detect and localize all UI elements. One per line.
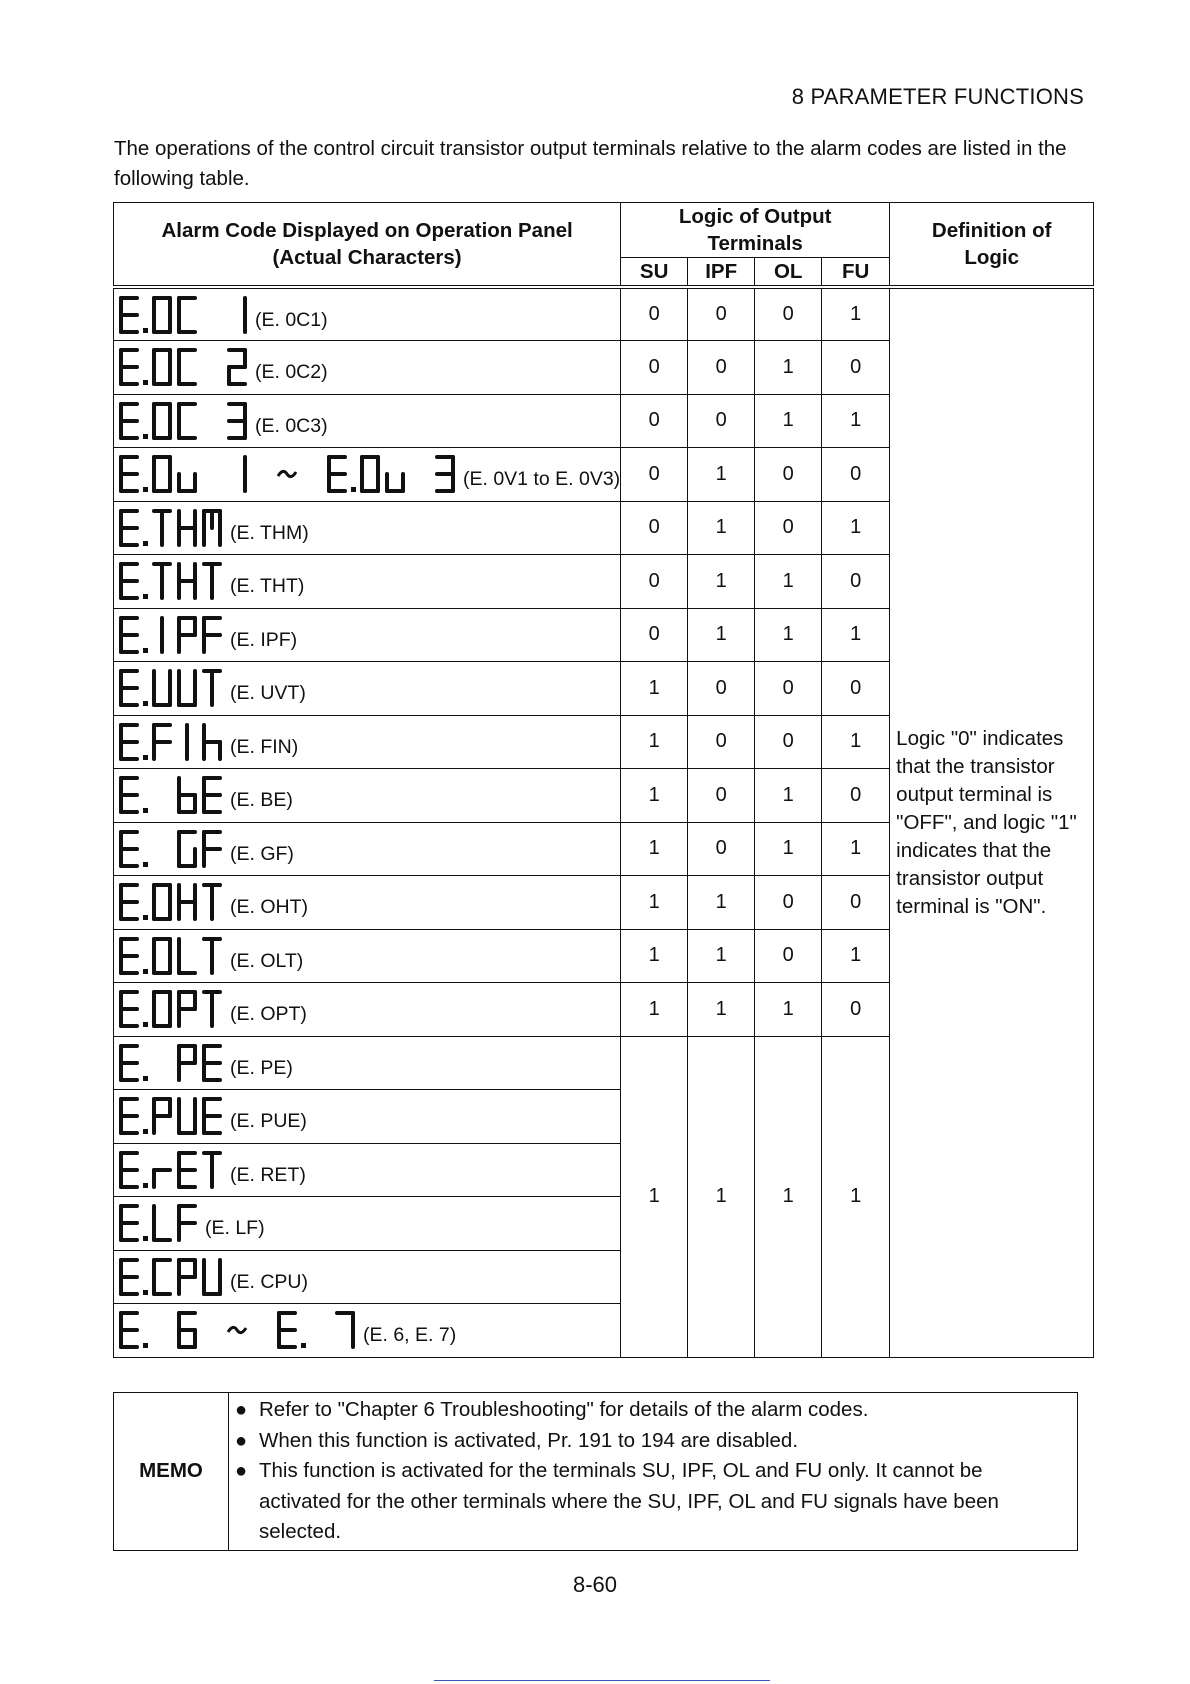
logic-value-ipf: 0 xyxy=(688,769,755,823)
logic-value-su: 1 xyxy=(621,929,688,983)
logic-value-ipf: 0 xyxy=(688,662,755,716)
header-logic: Logic of Output Terminals xyxy=(621,203,890,258)
logic-value-su: 0 xyxy=(621,448,688,502)
logic-value-su: 0 xyxy=(621,555,688,609)
logic-value-ipf: 1 xyxy=(688,608,755,662)
header-definition: Definition of Logic xyxy=(890,203,1094,288)
alarm-code-label: (E. RET) xyxy=(230,1163,306,1186)
lcd-alarm-display xyxy=(118,454,459,494)
lcd-alarm-display xyxy=(118,401,251,441)
bottom-rule xyxy=(434,1680,770,1681)
logic-value-ol: 0 xyxy=(755,876,822,930)
header-ipf: IPF xyxy=(688,258,755,288)
logic-value-ipf: 0 xyxy=(688,394,755,448)
alarm-code-cell xyxy=(114,929,621,983)
bullet-icon: ● xyxy=(235,1399,248,1421)
logic-value-ol: 1 xyxy=(755,983,822,1037)
bullet-icon: ● xyxy=(235,1429,248,1452)
logic-value-fu: 1 xyxy=(822,501,890,555)
logic-value-su: 1 xyxy=(621,1036,688,1357)
header-alarm-code: Alarm Code Displayed on Operation Panel (Actual Characters) xyxy=(114,203,621,288)
alarm-code-label: (E. OPT) xyxy=(230,1003,307,1026)
alarm-code-cell xyxy=(114,501,621,555)
alarm-code-label: (E. UVT) xyxy=(230,682,306,705)
alarm-code-cell xyxy=(114,555,621,609)
alarm-code-label: (E. GF) xyxy=(230,842,294,865)
logic-value-fu: 0 xyxy=(822,555,890,609)
logic-value-su: 1 xyxy=(621,822,688,876)
logic-value-fu: 1 xyxy=(822,608,890,662)
logic-value-ol: 0 xyxy=(755,501,822,555)
logic-value-ol: 0 xyxy=(755,929,822,983)
logic-value-su: 0 xyxy=(621,287,688,341)
alarm-code-cell xyxy=(114,662,621,716)
alarm-code-label: (E. FIN) xyxy=(230,735,299,758)
logic-value-fu: 0 xyxy=(822,769,890,823)
lcd-alarm-display xyxy=(118,882,226,922)
lcd-alarm-display xyxy=(118,1203,201,1243)
logic-value-fu: 0 xyxy=(822,341,890,395)
alarm-code-cell xyxy=(114,1143,621,1197)
alarm-code-label: (E. 6, E. 7) xyxy=(363,1324,457,1347)
logic-value-fu: 1 xyxy=(822,394,890,448)
logic-value-su: 0 xyxy=(621,608,688,662)
logic-value-ipf: 1 xyxy=(688,448,755,502)
alarm-code-label: (E. THM) xyxy=(230,521,309,544)
lcd-alarm-display xyxy=(118,829,226,869)
page-number: 8-60 xyxy=(572,1572,618,1597)
alarm-code-label: (E. 0C1) xyxy=(255,308,328,331)
header-fu: FU xyxy=(822,258,890,288)
intro-paragraph: The operations of the control circuit transistor output terminals relative to the alarm codes are listed in the following table. xyxy=(114,137,1067,190)
alarm-logic-table xyxy=(113,202,1094,1358)
alarm-code-cell xyxy=(114,983,621,1037)
lcd-alarm-display xyxy=(118,668,226,708)
alarm-code-cell xyxy=(114,608,621,662)
header-ol: OL xyxy=(755,258,822,288)
alarm-code-cell xyxy=(114,287,621,341)
lcd-alarm-display xyxy=(118,1257,226,1297)
alarm-code-cell xyxy=(114,715,621,769)
logic-value-fu: 0 xyxy=(822,662,890,716)
alarm-code-cell xyxy=(114,1090,621,1144)
alarm-code-label: (E. LF) xyxy=(205,1217,265,1240)
logic-value-fu: 1 xyxy=(822,715,890,769)
header-su: SU xyxy=(621,258,688,288)
alarm-code-cell xyxy=(114,448,621,502)
alarm-code-label: (E. THT) xyxy=(230,575,305,598)
logic-value-ipf: 0 xyxy=(688,822,755,876)
memo-bullet: ● When this function is activated, Pr. 191 to 194 are disabled. xyxy=(235,1426,1067,1457)
lcd-alarm-display xyxy=(118,722,226,762)
logic-value-fu: 0 xyxy=(822,876,890,930)
logic-value-su: 1 xyxy=(621,983,688,1037)
logic-value-su: 1 xyxy=(621,662,688,716)
logic-value-ol: 1 xyxy=(755,555,822,609)
alarm-code-label: (E. PUE) xyxy=(230,1110,307,1133)
alarm-code-label: (E. 0C3) xyxy=(255,414,328,437)
table-row xyxy=(114,287,1094,341)
lcd-alarm-display xyxy=(118,347,251,387)
logic-value-su: 0 xyxy=(621,394,688,448)
lcd-alarm-display xyxy=(118,775,226,815)
logic-value-su: 1 xyxy=(621,876,688,930)
alarm-code-cell xyxy=(114,1036,621,1090)
logic-value-ipf: 1 xyxy=(688,983,755,1037)
lcd-alarm-display xyxy=(118,295,251,335)
logic-value-su: 1 xyxy=(621,715,688,769)
logic-value-su: 0 xyxy=(621,501,688,555)
logic-definition: Logic "0" indicates that the transistor output terminal is "OFF", and logic "1" indicates that the transistor output terminal is "ON". xyxy=(890,287,1094,1357)
alarm-code-cell xyxy=(114,1250,621,1304)
logic-value-ipf: 0 xyxy=(688,341,755,395)
logic-value-ipf: 1 xyxy=(688,876,755,930)
memo-box xyxy=(113,1392,1078,1551)
logic-value-ol: 1 xyxy=(755,1036,822,1357)
memo-bullet: ● This function is activated for the terminals SU, IPF, OL and FU only. It cannot be activated for the other terminals where the SU, IPF, OL and FU signals have been selected. xyxy=(235,1456,1067,1548)
logic-value-ipf: 1 xyxy=(688,1036,755,1357)
alarm-code-label: (E. 0V1 to E. 0V3) xyxy=(463,468,621,491)
logic-value-ol: 0 xyxy=(755,662,822,716)
alarm-code-label: (E. OLT) xyxy=(230,949,304,972)
logic-value-ipf: 0 xyxy=(688,715,755,769)
logic-value-su: 1 xyxy=(621,769,688,823)
alarm-code-label: (E. BE) xyxy=(230,789,293,812)
lcd-alarm-display xyxy=(118,1096,226,1136)
chapter-header: 8 PARAMETER FUNCTIONS xyxy=(791,84,1084,109)
bullet-icon: ● xyxy=(235,1460,248,1482)
alarm-code-label: (E. 0C2) xyxy=(255,361,328,384)
lcd-alarm-display xyxy=(118,561,226,601)
alarm-code-label: (E. CPU) xyxy=(230,1270,308,1293)
lcd-alarm-display xyxy=(118,508,226,548)
logic-value-ipf: 0 xyxy=(688,287,755,341)
logic-value-fu: 1 xyxy=(822,287,890,341)
logic-value-ol: 0 xyxy=(755,287,822,341)
logic-value-fu: 0 xyxy=(822,983,890,1037)
lcd-alarm-display xyxy=(118,1043,226,1083)
alarm-code-cell xyxy=(114,1197,621,1251)
alarm-code-cell xyxy=(114,822,621,876)
logic-value-fu: 1 xyxy=(822,822,890,876)
logic-value-ol: 1 xyxy=(755,608,822,662)
logic-value-fu: 1 xyxy=(822,929,890,983)
logic-value-ol: 1 xyxy=(755,341,822,395)
logic-value-fu: 0 xyxy=(822,448,890,502)
alarm-code-cell xyxy=(114,394,621,448)
logic-value-ipf: 1 xyxy=(688,501,755,555)
alarm-code-cell xyxy=(114,876,621,930)
memo-label: MEMO xyxy=(114,1393,229,1551)
logic-value-ol: 1 xyxy=(755,394,822,448)
lcd-alarm-display xyxy=(118,989,226,1029)
logic-value-ipf: 1 xyxy=(688,929,755,983)
lcd-alarm-display xyxy=(118,1150,226,1190)
logic-value-ol: 1 xyxy=(755,769,822,823)
alarm-code-label: (E. PE) xyxy=(230,1056,293,1079)
alarm-code-cell xyxy=(114,1304,621,1358)
logic-value-fu: 1 xyxy=(822,1036,890,1357)
logic-value-ol: 0 xyxy=(755,715,822,769)
lcd-alarm-display xyxy=(118,1310,359,1350)
alarm-code-label: (E. IPF) xyxy=(230,628,298,651)
logic-value-ol: 1 xyxy=(755,822,822,876)
logic-value-su: 0 xyxy=(621,341,688,395)
logic-value-ipf: 1 xyxy=(688,555,755,609)
lcd-alarm-display xyxy=(118,615,226,655)
alarm-code-label: (E. OHT) xyxy=(230,896,308,919)
lcd-alarm-display xyxy=(118,936,226,976)
memo-bullet: ● Refer to "Chapter 6 Troubleshooting" for details of the alarm codes. xyxy=(235,1395,1067,1426)
memo-body xyxy=(229,1393,1078,1551)
alarm-code-cell xyxy=(114,769,621,823)
logic-value-ol: 0 xyxy=(755,448,822,502)
alarm-code-cell xyxy=(114,341,621,395)
